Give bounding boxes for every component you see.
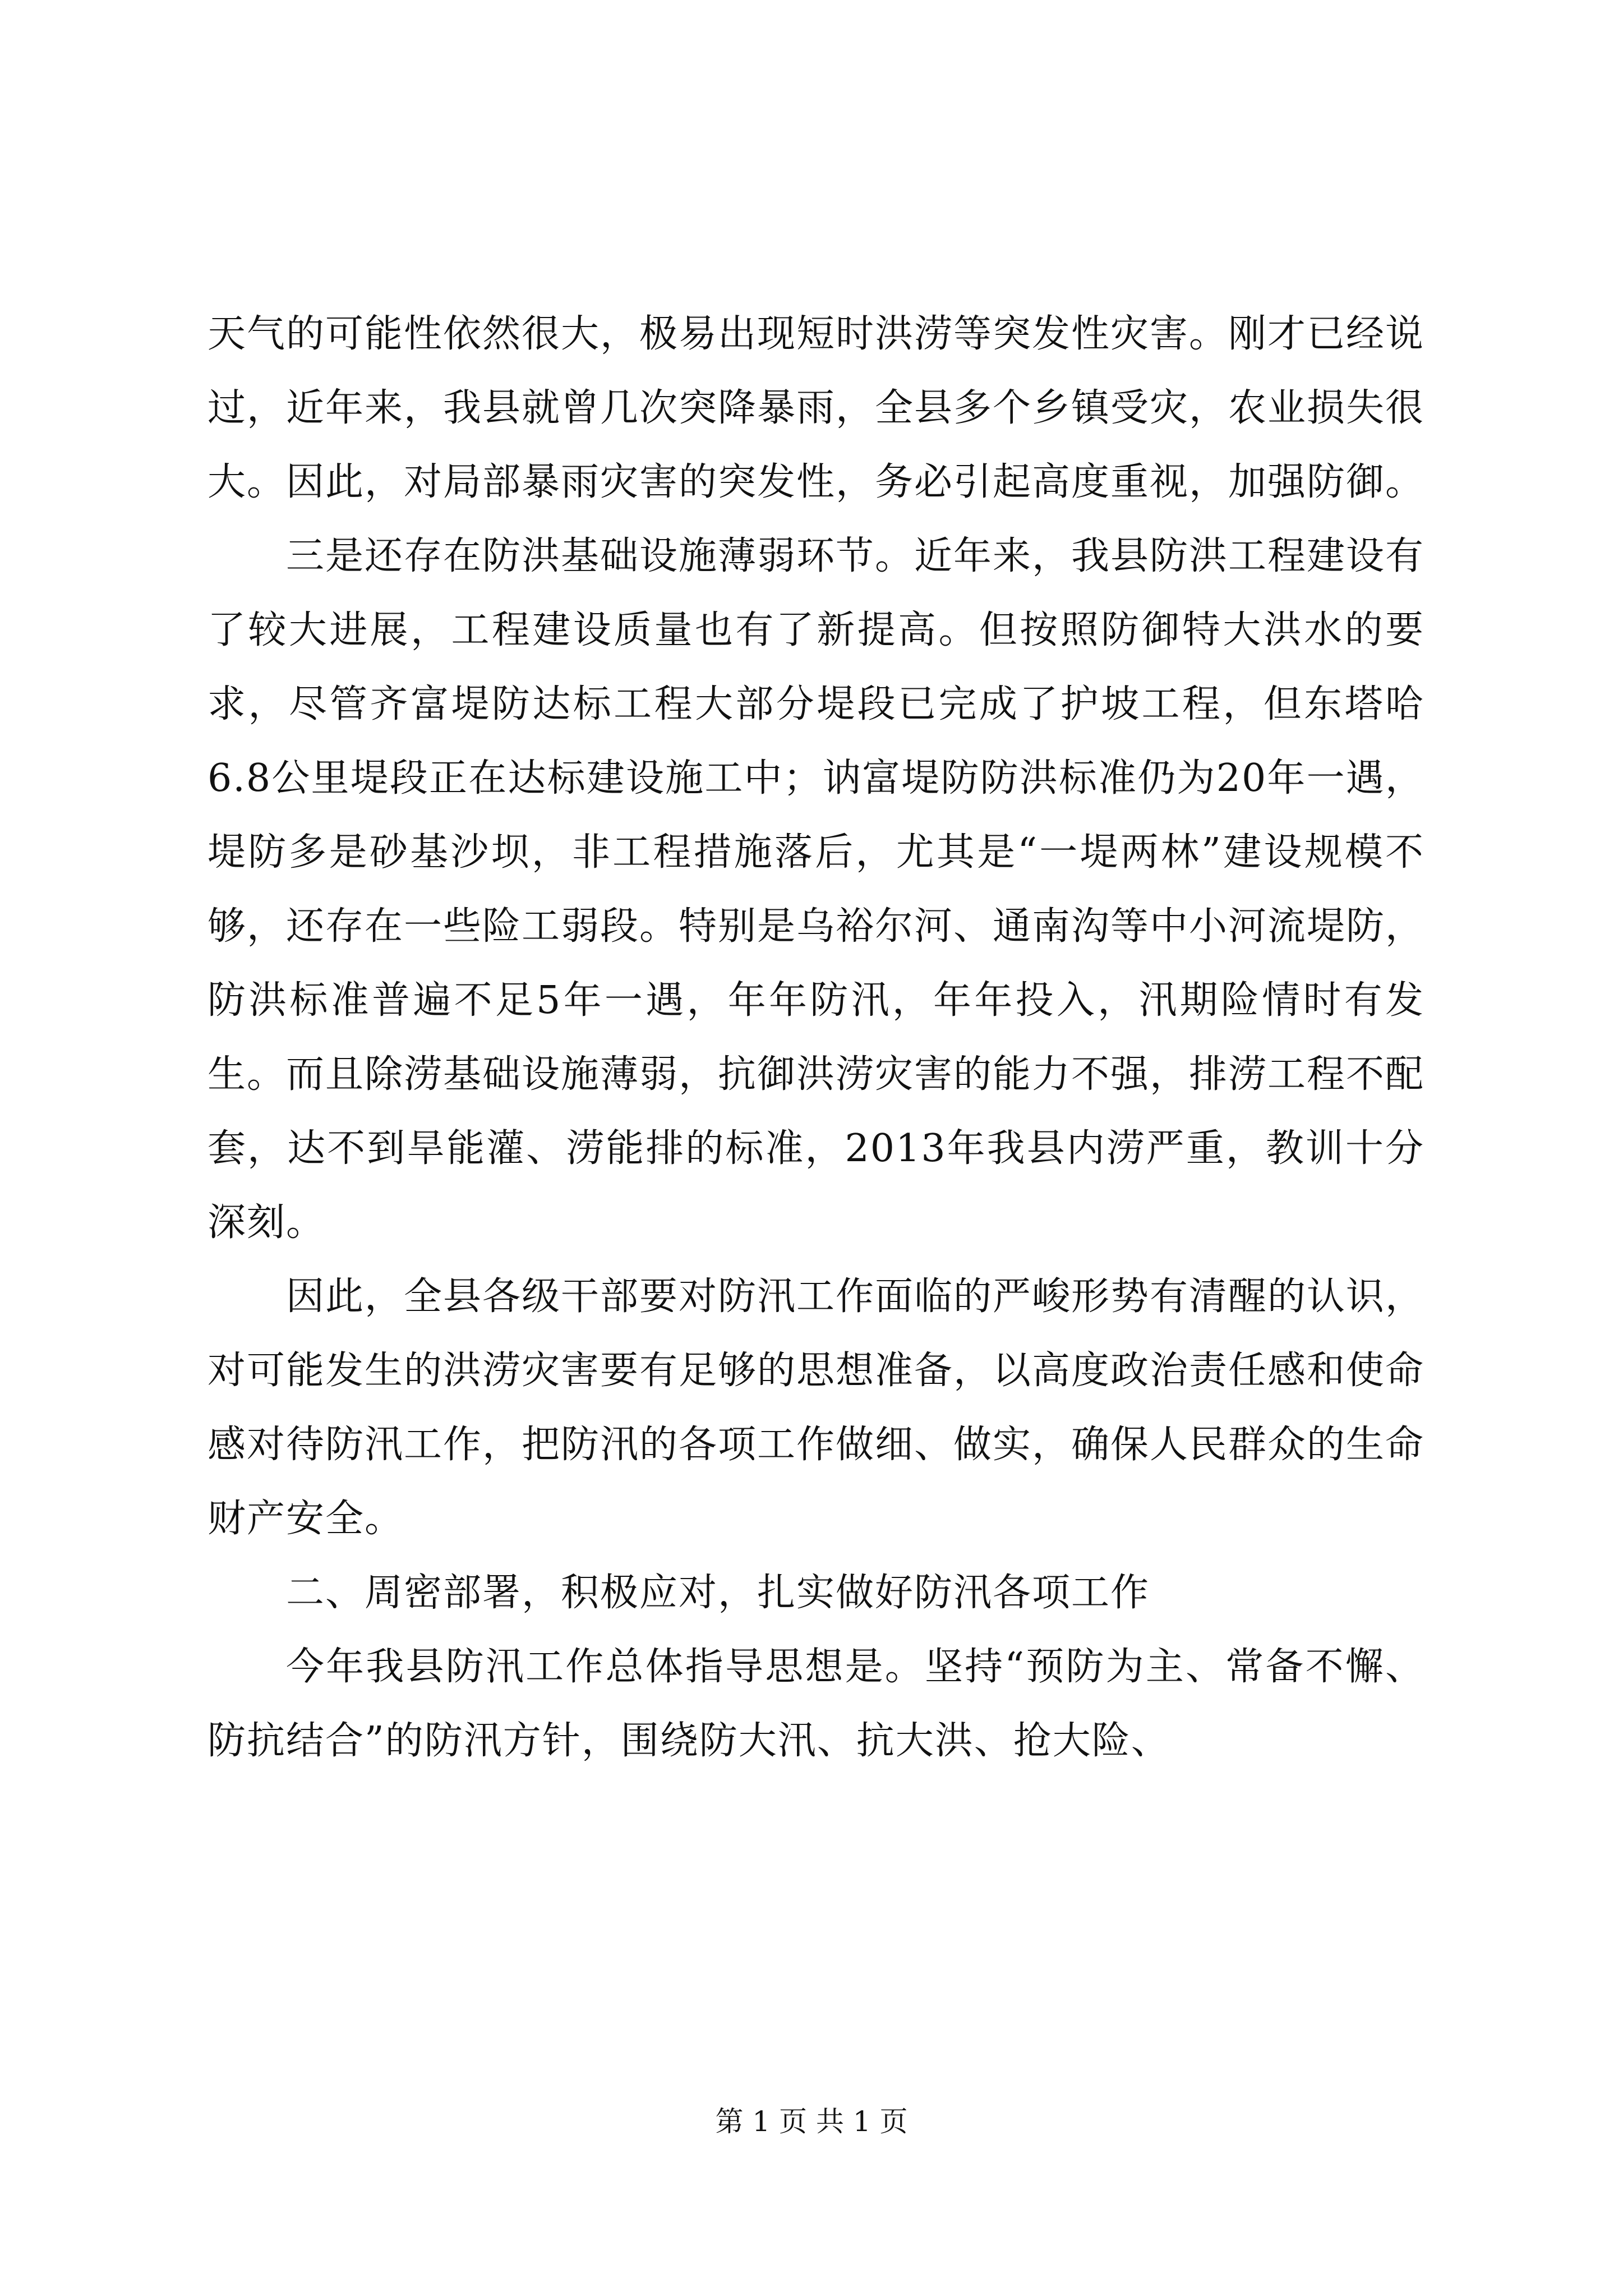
- document-body: [208, 297, 1424, 1778]
- paragraph-3: 因此，全县各级干部要对防汛工作面临的严峻形势有清醒的认识，对可能发生的洪涝灾害要有足够的思想准备，以高度政治责任感和使命感对待防汛工作，把防汛的各项工作做细、做实，确保人民群众的生命财产安全。: [208, 1274, 1425, 1541]
- section-heading: 二、周密部署，积极应对，扎实做好防汛各项工作: [286, 1571, 1150, 1615]
- paragraph-5: 今年我县防汛工作总体指导思想是。坚持“预防为主、常备不懈、防抗结合”的防汛方针，围绕防大汛、抗大洪、抢大险、: [208, 1645, 1424, 1763]
- page-number-footer: 第 1 页 共 1 页: [715, 2105, 908, 2138]
- paragraph-2: 三是还存在防洪基础设施薄弱环节。近年来，我县防洪工程建设有了较大进展，工程建设质量也有了新提高。但按照防御特大洪水的要求，尽管齐富堤防达标工程大部分堤段已完成了护坡工程，但东塔哈6.8公里堤段正在达标建设施工中；讷富堤防防洪标准仍为20年一遇，堤防多是砂基沙坝，非工程措施落后，尤其是“一堤两林”建设规模不够，还存在一些险工弱段。特别是乌裕尔河、通南沟等中小河流堤防，防洪标准普遍不足5年一遇，年年防汛，年年投入，汛期险情时有发生。而且除涝基础设施薄弱，抗御洪涝灾害的能力不强，排涝工程不配套，达不到旱能灌、涝能排的标准，2013年我县内涝严重，教训十分深刻。: [208, 534, 1425, 1245]
- paragraph-1: 天气的可能性依然很大，极易出现短时洪涝等突发性灾害。刚才已经说过，近年来，我县就曾几次突降暴雨，全县多个乡镇受灾，农业损失很大。因此，对局部暴雨灾害的突发性，务必引起高度重视，加强防御。: [208, 312, 1425, 504]
